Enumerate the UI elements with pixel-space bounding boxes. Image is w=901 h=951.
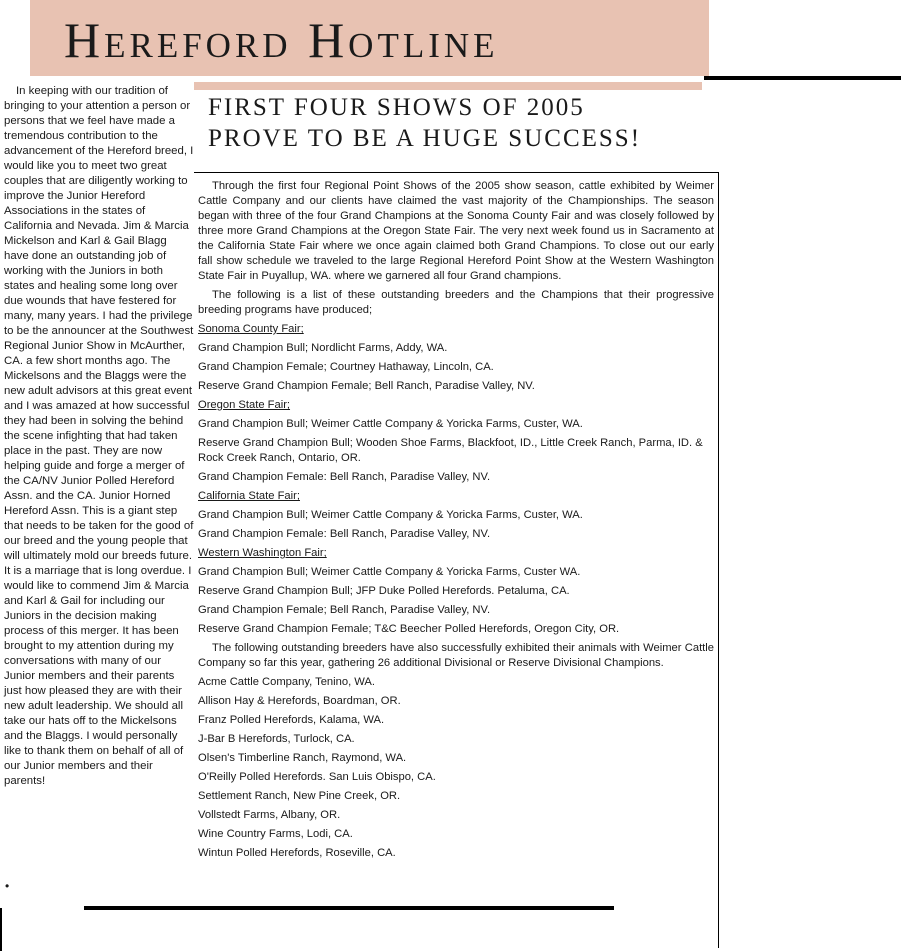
champion-entry: Reserve Grand Champion Female; Bell Ranch, Paradise Valley, NV. xyxy=(198,380,535,392)
exhibitor-entry: Vollstedt Farms, Albany, OR. xyxy=(198,809,341,821)
newsletter-title: Hereford Hotline xyxy=(64,12,499,68)
exhibitor-entry: Franz Polled Herefords, Kalama, WA. xyxy=(198,714,385,726)
champion-entry: Reserve Grand Champion Female; T&C Beecher Polled Herefords, Oregon City, OR. xyxy=(198,623,620,635)
champion-entry: Grand Champion Female: Bell Ranch, Paradise Valley, NV. xyxy=(198,528,491,540)
article-list-intro: The following is a list of these outstanding breeders and the Champions that their progressive breeding programs have produced; xyxy=(198,289,714,316)
champion-entry: Grand Champion Bull; Weimer Cattle Company & Yoricka Farms, Custer WA. xyxy=(198,566,581,578)
show-heading: California State Fair; xyxy=(198,490,300,502)
show-section xyxy=(198,489,714,542)
headline-band xyxy=(194,82,702,90)
champion-entry: Grand Champion Female; Courtney Hathaway, Lincoln, CA. xyxy=(198,361,494,373)
champion-entry: Grand Champion Bull; Weimer Cattle Company & Yoricka Farms, Custer, WA. xyxy=(198,418,583,430)
champion-entry: Grand Champion Female: Bell Ranch, Paradise Valley, NV. xyxy=(198,471,491,483)
masthead-rule xyxy=(704,76,901,80)
exhibitor-entry: Olsen's Timberline Ranch, Raymond, WA. xyxy=(198,752,407,764)
bottom-rule xyxy=(84,906,614,910)
exhibitor-entry: Settlement Ranch, New Pine Creek, OR. xyxy=(198,790,401,802)
masthead-banner xyxy=(30,0,709,76)
show-section xyxy=(198,398,714,485)
champion-entry: Reserve Grand Champion Bull; JFP Duke Polled Herefords. Petaluma, CA. xyxy=(198,585,570,597)
exhibitor-list xyxy=(198,675,714,861)
exhibitor-entry: Wine Country Farms, Lodi, CA. xyxy=(198,828,353,840)
show-heading: Oregon State Fair; xyxy=(198,399,291,411)
champion-entry: Grand Champion Female; Bell Ranch, Paradise Valley, NV. xyxy=(198,604,491,616)
champion-entry: Reserve Grand Champion Bull; Wooden Shoe Farms, Blackfoot, ID., Little Creek Ranch, Parma, ID. & Rock Creek Ranch, Ontario, OR. xyxy=(198,437,703,464)
show-heading: Western Washington Fair; xyxy=(198,547,327,559)
article-body xyxy=(198,179,714,861)
headline-line-1: FIRST FOUR SHOWS OF 2005 xyxy=(208,94,585,121)
exhibitor-entry: O'Reilly Polled Herefords. San Luis Obispo, CA. xyxy=(198,771,436,783)
champion-entry: Grand Champion Bull; Nordlicht Farms, Addy, WA. xyxy=(198,342,448,354)
sidebar-paragraph: In keeping with our tradition of bringing to your attention a person or persons that we feel have made a tremendous contribution to the advancement of the Hereford breed, I would like you to meet two great couples that are diligently working to improve the Junior Hereford Associations in the states of California and Nevada. Jim & Marcia Mickelson and Karl & Gail Blagg have done an outstanding job of working with the Juniors in both states and healing some long over due wounds that have festered for many, many years. I had the privilege to be the announcer at the Southwest Regional Junior Show in McAurther, CA. a few short months ago. The Mickelsons and the Blaggs were the new adult advisors at this great event and I was amazed at how successful they had been in solving the behind the scene infighting that had taken place in the past. They are now helping guide and forge a merger of the CA/NV Junior Polled Hereford Assn. and the CA. Junior Horned Hereford Assn. This is a giant step that needs to be taken for the good of our breed and the young people that will ultimately mold our breeds future. It is a marriage that is long overdue. I would like to commend Jim & Marcia and Karl & Gail for including our Juniors in the decision making process of this merger. It has been brought to my attention during my conversations with many of our Junior members and their parents just how pleased they are with their new adult leadership. We should all take our hats off to the Mickelsons and the Blaggs. I would personally like to thank them on behalf of all of our Junior members and their parents! xyxy=(4,85,194,787)
exhibitor-entry: Acme Cattle Company, Tenino, WA. xyxy=(198,676,375,688)
article-intro: Through the first four Regional Point Shows of the 2005 show season, cattle exhibited by Weimer Cattle Company and our clients have claimed the vast majority of the Championships. The season began with three of the four Grand Champions at the Sonoma County Fair and was closely followed by three more Grand Champions at the Oregon State Fair. The very next week found us in Sacramento at the California State Fair where we once again claimed both Grand Champions. To close out our early fall show schedule we traveled to the large Regional Hereford Point Show at the Western Washington State Fair in Puyallup, WA. where we garnered all four Grand champions. xyxy=(198,180,714,282)
exhibitor-entry: Allison Hay & Herefords, Boardman, OR. xyxy=(198,695,401,707)
exhibitors-intro: The following outstanding breeders have also successfully exhibited their animals with Weimer Cattle Company so far this year, gathering 26 additional Divisional or Reserve Divisional Champions. xyxy=(198,642,714,669)
show-section xyxy=(198,546,714,637)
headline-line-2: PROVE TO BE A HUGE SUCCESS! xyxy=(208,125,642,152)
champion-entry: Grand Champion Bull; Weimer Cattle Company & Yoricka Farms, Custer, WA. xyxy=(198,509,583,521)
page-edge-line xyxy=(0,908,2,951)
sidebar-column xyxy=(4,84,194,789)
show-section xyxy=(198,322,714,394)
bullet-mark: • xyxy=(5,879,10,893)
exhibitor-entry: Wintun Polled Herefords, Roseville, CA. xyxy=(198,847,396,859)
article-headline xyxy=(208,92,708,154)
show-heading: Sonoma County Fair; xyxy=(198,323,304,335)
exhibitor-entry: J-Bar B Herefords, Turlock, CA. xyxy=(198,733,355,745)
